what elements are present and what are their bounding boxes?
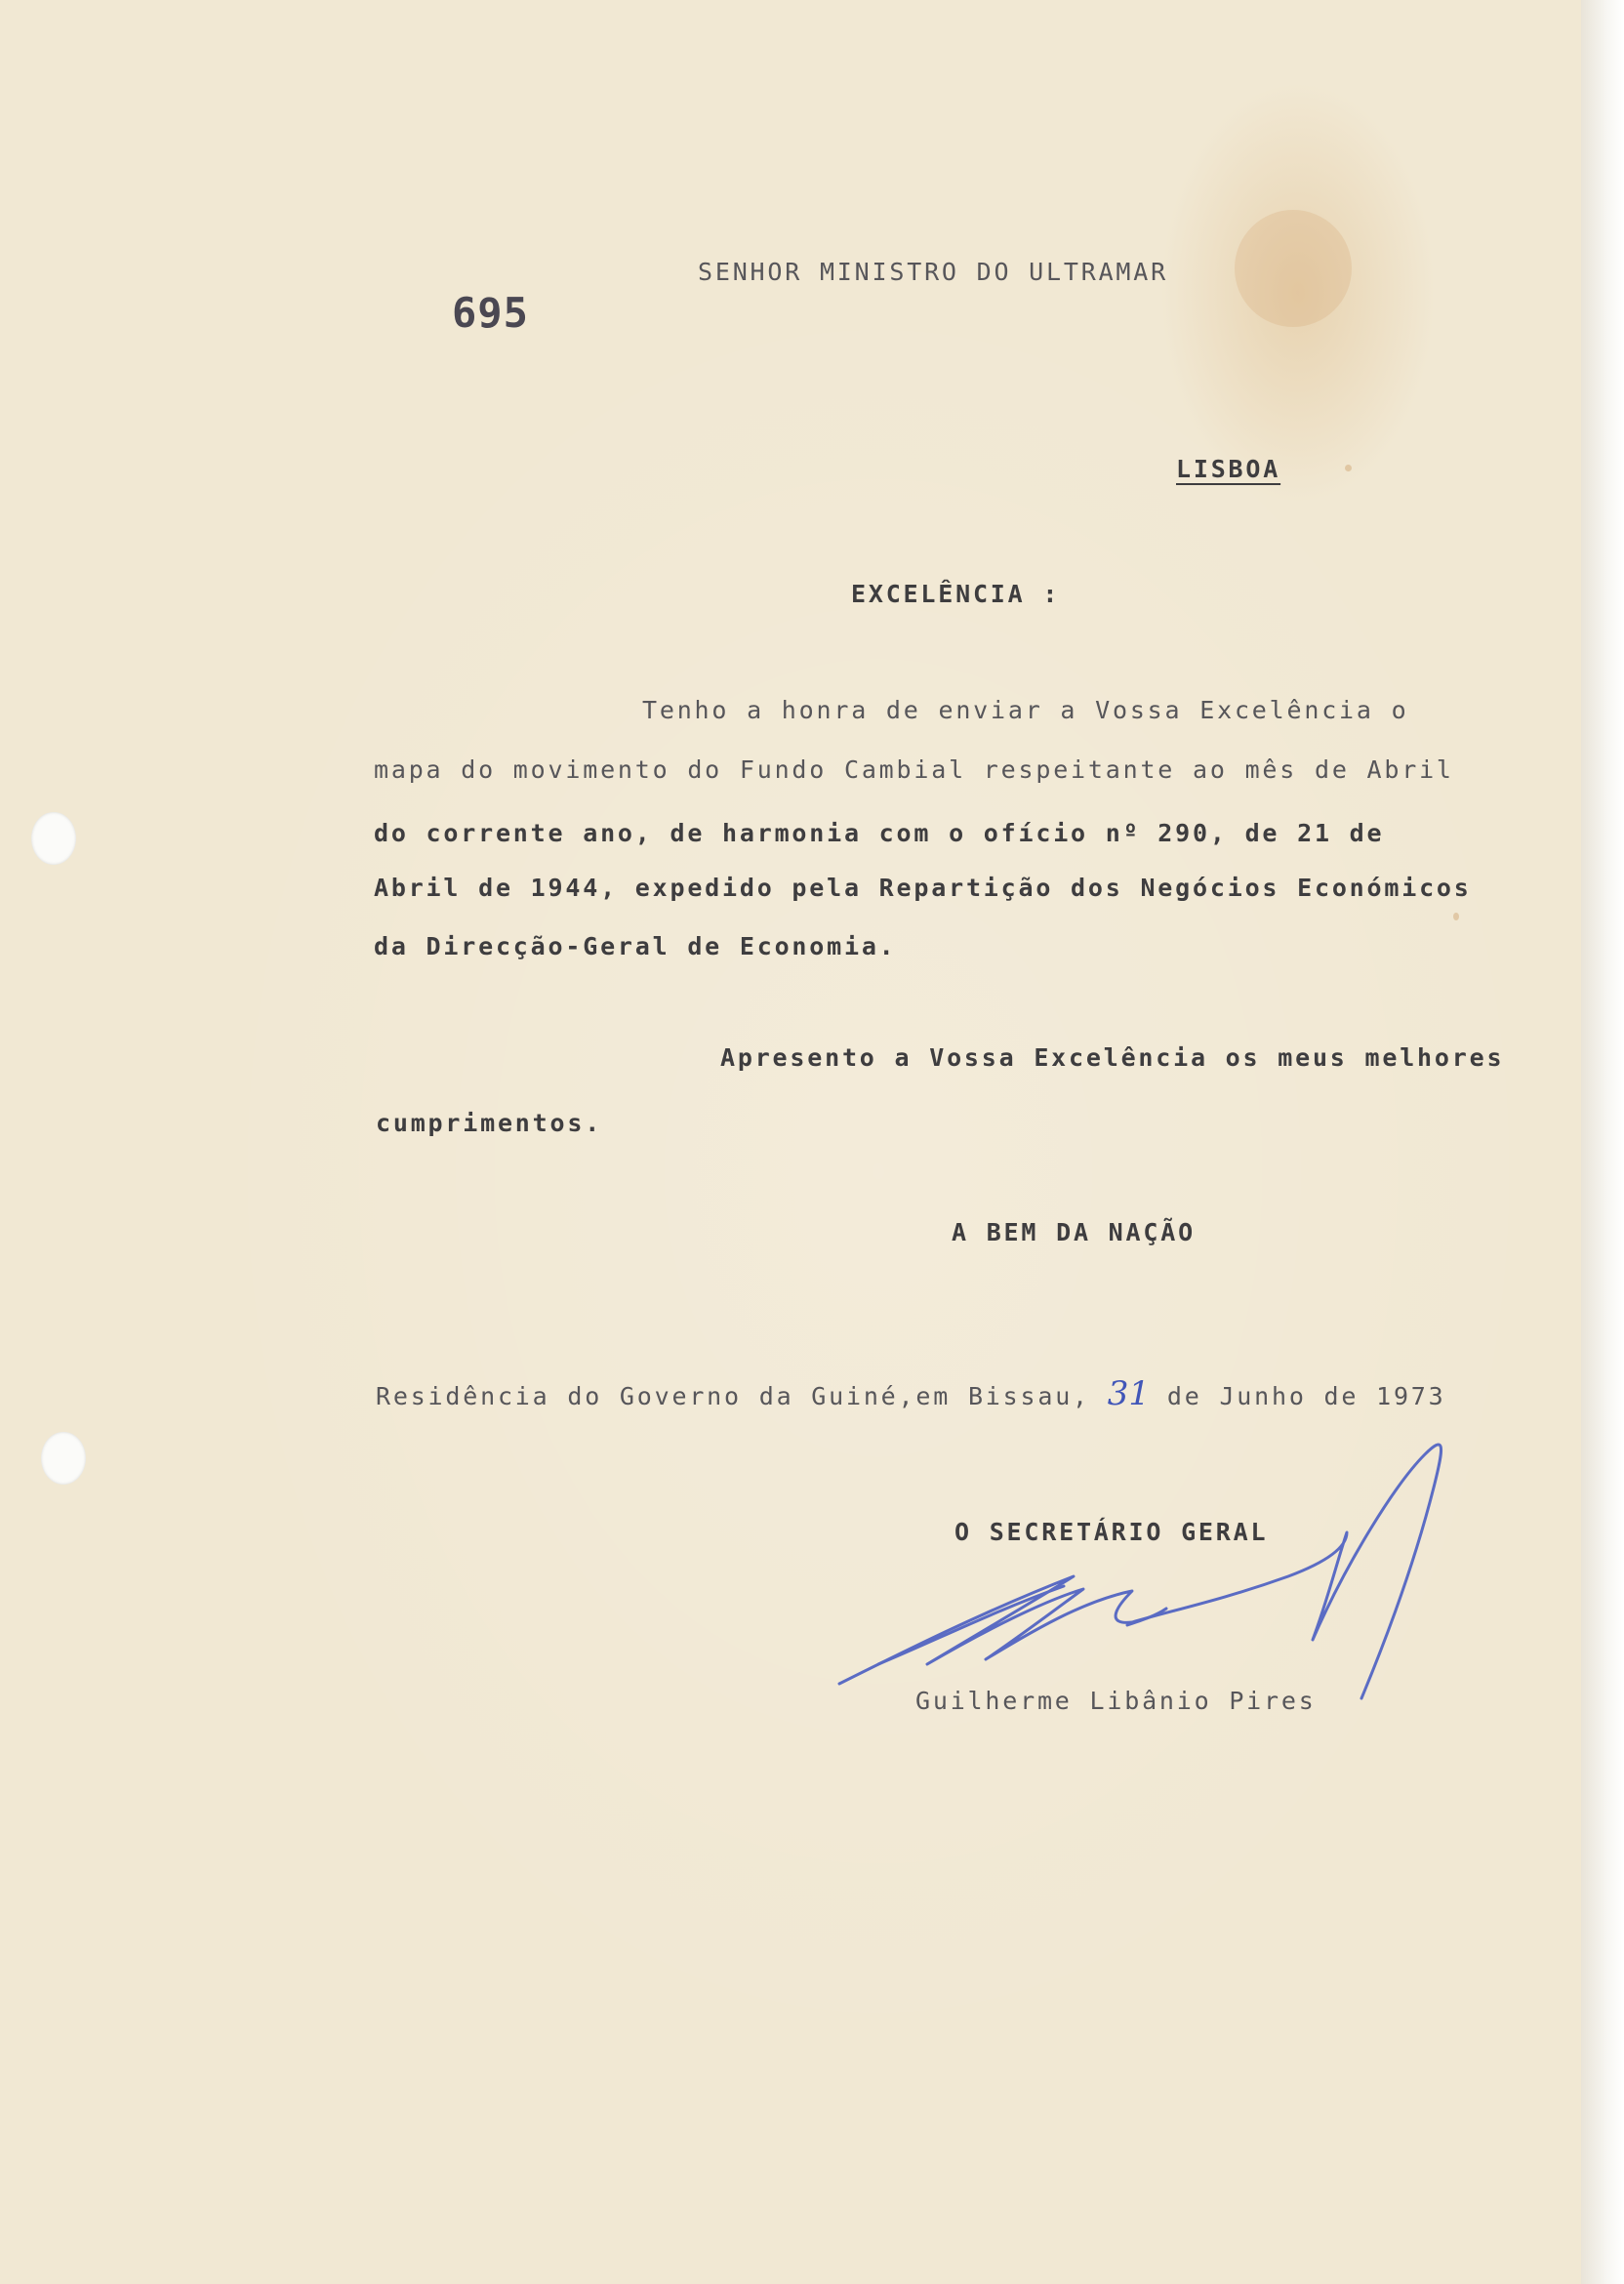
punch-hole xyxy=(41,1432,86,1485)
ink-dot xyxy=(1345,465,1352,471)
body-line-3: do corrente ano, de harmonia com o ofício nº 290, de 21 de xyxy=(374,819,1385,847)
body-line-4: Abril de 1944, expedido pela Repartição dos Negócios Económicos xyxy=(374,874,1472,902)
motto: A BEM DA NAÇÃO xyxy=(952,1218,1196,1246)
body-line-2: mapa do movimento do Fundo Cambial respeitante ao mês de Abril xyxy=(374,755,1454,784)
place-date-prefix: Residência do Governo da Guiné,em Bissau, xyxy=(376,1382,1090,1410)
scan-margin xyxy=(1581,0,1624,2284)
signatory-name: Guilherme Libânio Pires xyxy=(915,1687,1317,1715)
reference-number: 695 xyxy=(452,289,529,337)
body-line-5: da Direcção-Geral de Economia. xyxy=(374,932,897,960)
closing-line-1: Apresento a Vossa Excelência os meus melhores xyxy=(720,1043,1505,1072)
signatory-title: O SECRETÁRIO GERAL xyxy=(954,1518,1269,1546)
place-date xyxy=(376,1374,1446,1413)
body-line-1: Tenho a honra de enviar a Vossa Excelência o xyxy=(642,696,1409,724)
handwritten-day: 31 xyxy=(1107,1374,1151,1413)
place-date-suffix: de Junho de 1973 xyxy=(1166,1382,1446,1410)
ink-dot xyxy=(1453,913,1459,920)
punch-hole xyxy=(31,812,76,865)
addressee: SENHOR MINISTRO DO ULTRAMAR xyxy=(698,258,1168,286)
salutation: EXCELÊNCIA : xyxy=(851,580,1061,608)
stain xyxy=(1235,210,1352,327)
city: LISBOA xyxy=(1176,455,1281,483)
closing-line-2: cumprimentos. xyxy=(376,1109,603,1137)
